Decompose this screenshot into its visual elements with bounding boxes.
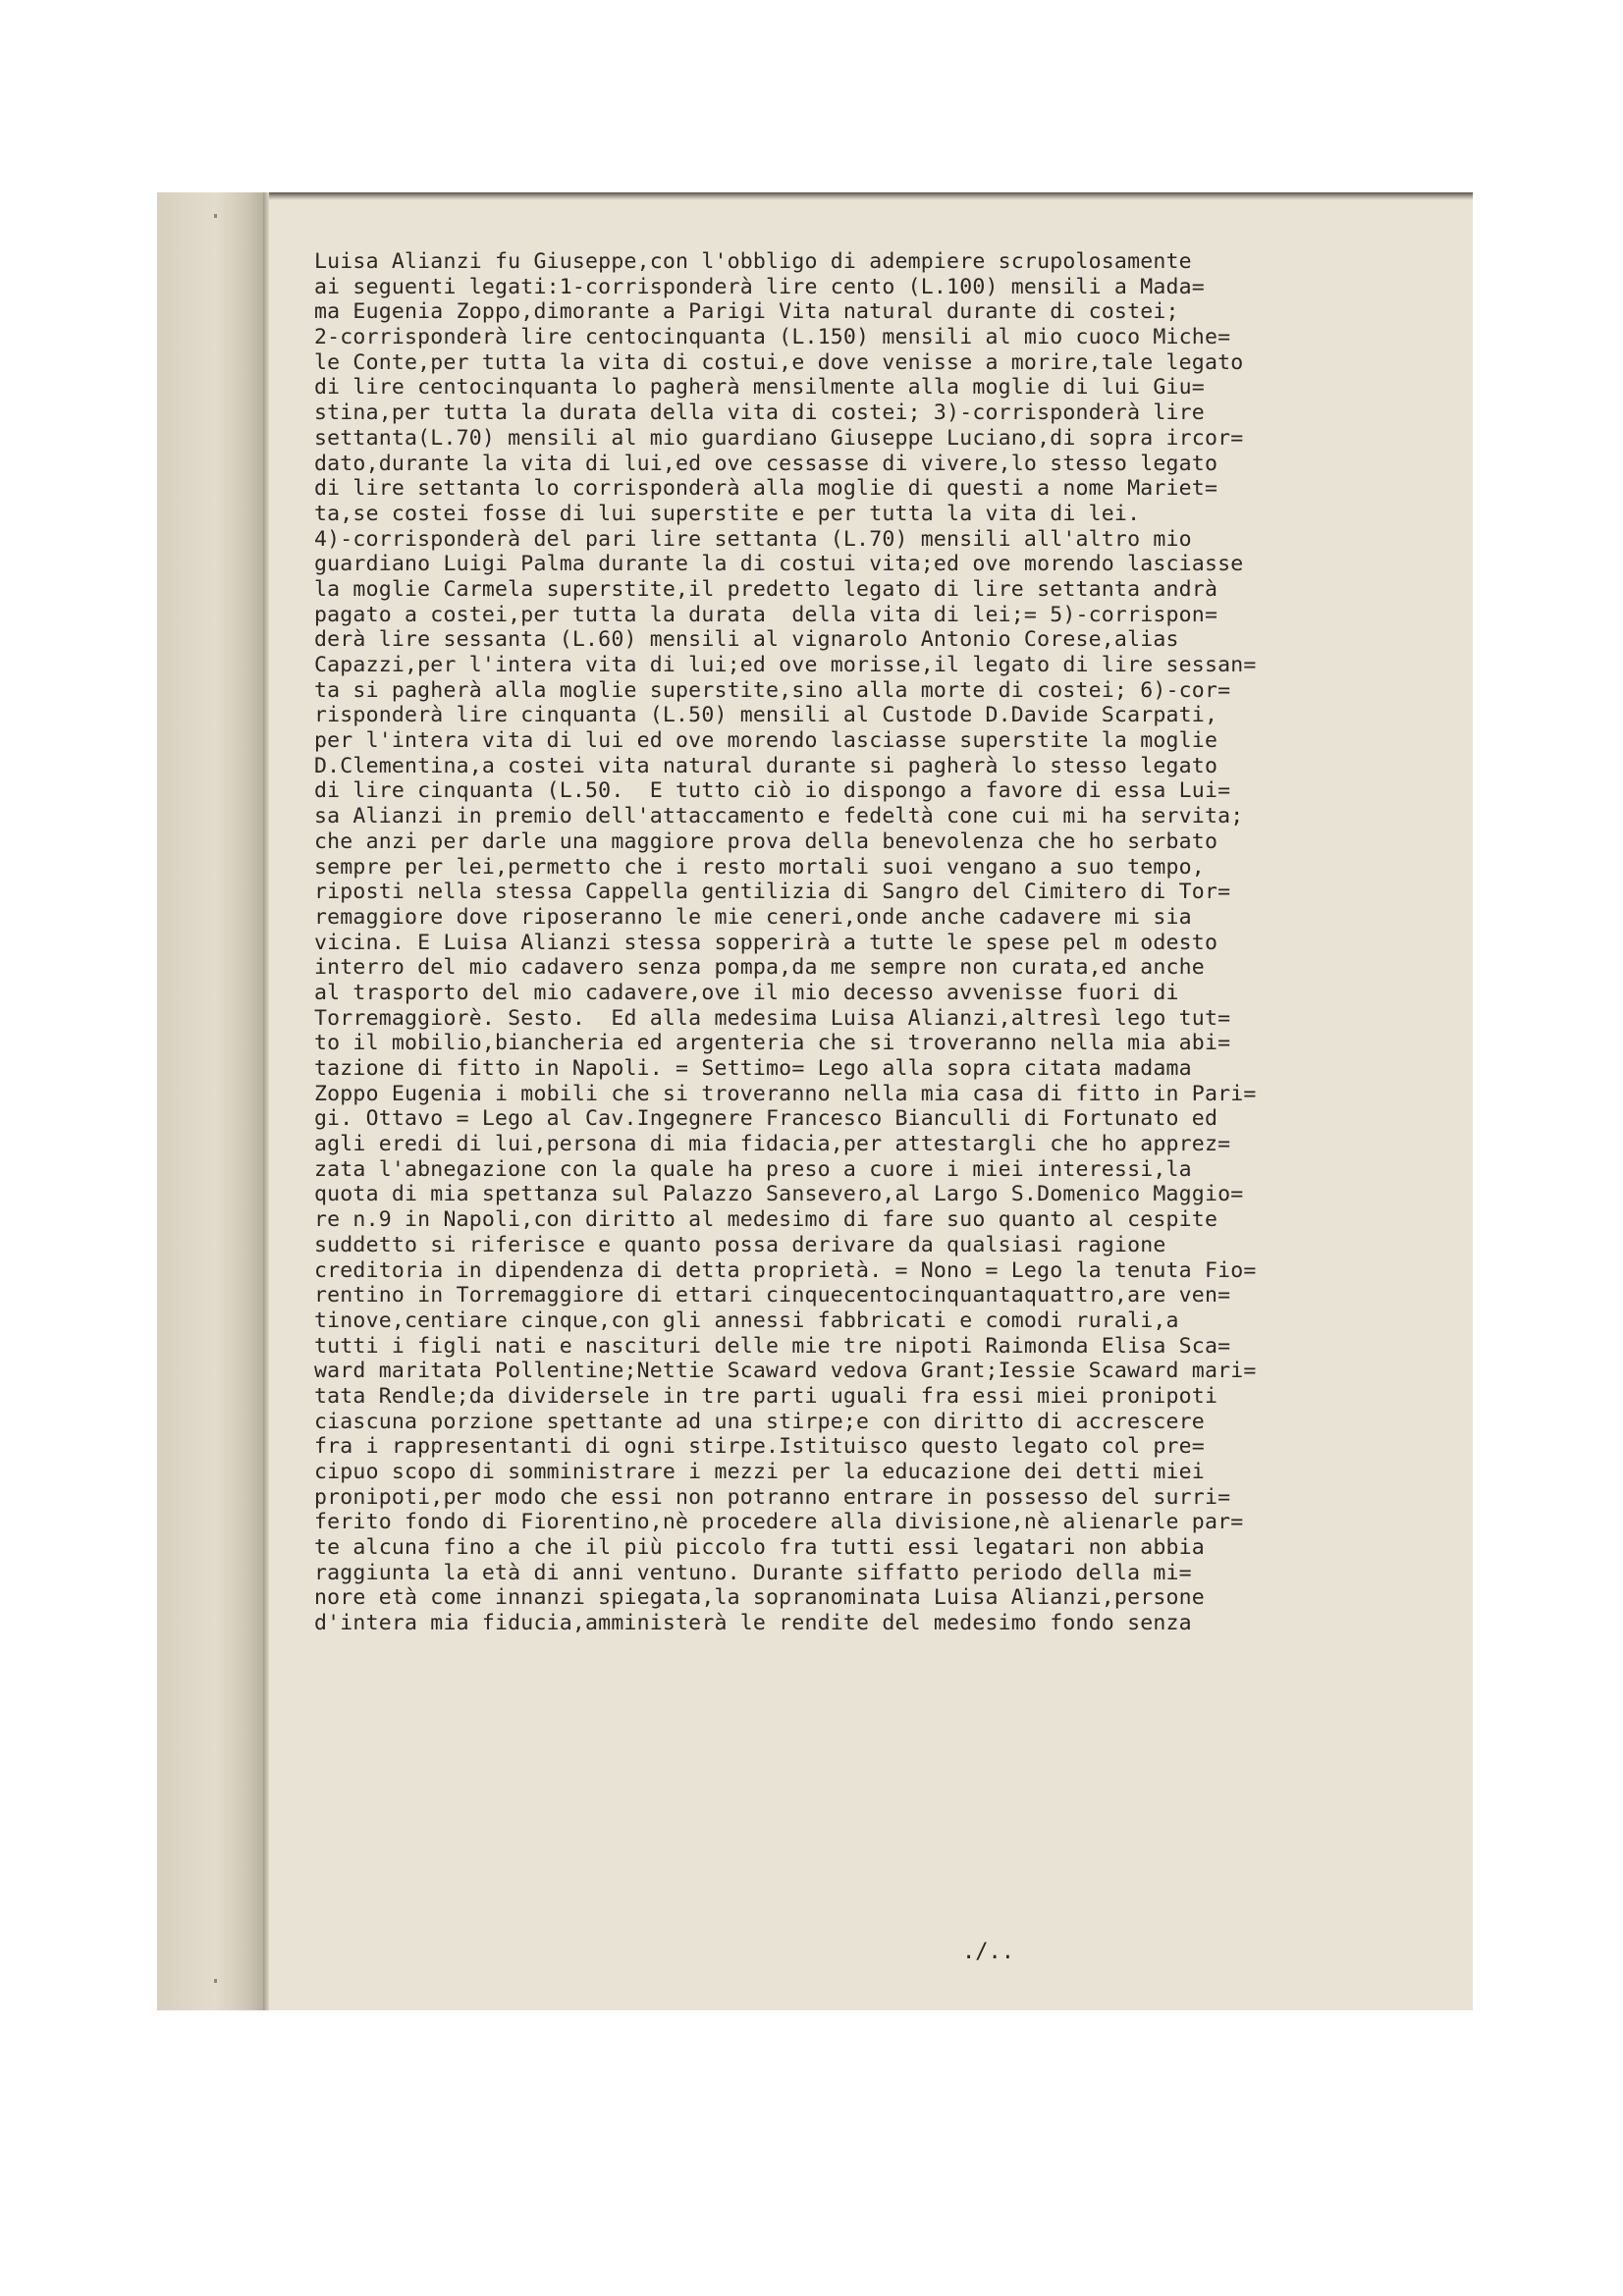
text-line: tazione di fitto in Napoli. = Settimo= Lego alla sopra citata madama <box>314 1056 1192 1081</box>
text-line: Capazzi,per l'intera vita di lui;ed ove morisse,il legato di lire sessan= <box>314 653 1257 677</box>
text-line: nore età come innanzi spiegata,la sopranominata Luisa Alianzi,persone <box>314 1585 1205 1611</box>
text-line: te alcuna fino a che il più piccolo fra tutti essi legatari non abbia <box>314 1535 1205 1561</box>
text-line: 4)-corrisponderà del pari lire settanta (L.70) mensili all'altro mio <box>314 526 1192 552</box>
text-line: derà lire sessanta (L.60) mensili al vignarolo Antonio Corese,alias <box>314 627 1179 653</box>
typewritten-text <box>314 249 1453 1636</box>
text-line: ward maritata Pollentine;Nettie Scaward vedova Grant;Iessie Scaward mari= <box>314 1359 1257 1384</box>
text-line: d'intera mia fiducia,amministerà le rendite del medesimo fondo senza <box>314 1611 1192 1636</box>
text-line: tinove,centiare cinque,con gli annessi fabbricati e comodi rurali,a <box>314 1308 1179 1333</box>
text-line: ma Eugenia Zoppo,dimorante a Parigi Vita natural durante di costei; <box>314 299 1179 325</box>
text-line: Torremaggiorè. Sesto. Ed alla medesima Luisa Alianzi,altresì lego tut= <box>314 1005 1231 1031</box>
text-line: fra i rappresentanti di ogni stirpe.Istituisco questo legato col pre= <box>314 1434 1205 1460</box>
text-line: sa Alianzi in premio dell'attaccamento e fedeltà cone cui mi ha servita; <box>314 804 1244 829</box>
text-line: vicina. E Luisa Alianzi stessa sopperirà a tutte le spese pel m odesto <box>314 930 1218 955</box>
text-line: la moglie Carmela superstite,il predetto legato di lire settanta andrà <box>314 576 1218 602</box>
text-line: to il mobilio,biancheria ed argenteria che si troveranno nella mia abi= <box>314 1031 1231 1056</box>
text-line: stina,per tutta la durata della vita di costei; 3)-corrisponderà lire <box>314 400 1205 426</box>
text-line: di lire centocinquanta lo pagherà mensilmente alla moglie di lui Giu= <box>314 375 1205 400</box>
binding-strip <box>157 192 263 2010</box>
text-line: al trasporto del mio cadavere,ove il mio decesso avvenisse fuori di <box>314 980 1179 1005</box>
text-line: suddetto si riferisce e quanto possa derivare da qualsiasi ragione <box>314 1232 1166 1257</box>
text-line: gi. Ottavo = Lego al Cav.Ingegnere Francesco Bianculli di Fortunato ed <box>314 1106 1218 1132</box>
text-line: zata l'abnegazione con la quale ha preso a cuore i miei interessi,la <box>314 1156 1192 1182</box>
text-line: creditoria in dipendenza di detta proprietà. = Nono = Lego la tenuta Fio= <box>314 1257 1257 1283</box>
text-line: interro del mio cadavero senza pompa,da me sempre non curata,ed anche <box>314 955 1205 981</box>
text-line: tutti i figli nati e nascituri delle mie tre nipoti Raimonda Elisa Sca= <box>314 1333 1231 1359</box>
scanned-page <box>157 192 1473 2010</box>
text-line: quota di mia spettanza sul Palazzo Sansevero,al Largo S.Domenico Maggio= <box>314 1182 1244 1207</box>
binding-mark <box>214 214 217 218</box>
text-line: ta si pagherà alla moglie superstite,sino alla morte di costei; 6)-cor= <box>314 677 1231 703</box>
text-line: guardiano Luigi Palma durante la di costui vita;ed ove morendo lasciasse <box>314 552 1244 577</box>
text-line: dato,durante la vita di lui,ed ove cessasse di vivere,lo stesso legato <box>314 451 1218 476</box>
text-line: rentino in Torremaggiore di ettari cinquecentocinquantaquattro,are ven= <box>314 1283 1231 1308</box>
text-line: tata Rendle;da dividersele in tre parti uguali fra essi miei pronipoti <box>314 1383 1218 1409</box>
text-line: per l'intera vita di lui ed ove morendo lasciasse superstite la moglie <box>314 728 1218 754</box>
text-line: pronipoti,per modo che essi non potranno entrare in possesso del surri= <box>314 1484 1231 1510</box>
text-line: di lire cinquanta (L.50. E tutto ciò io dispongo a favore di essa Lui= <box>314 778 1231 804</box>
text-line: le Conte,per tutta la vita di costui,e dove venisse a morire,tale legato <box>314 349 1244 375</box>
text-line: ciascuna porzione spettante ad una stirpe;e con diritto di accrescere <box>314 1409 1205 1434</box>
page-fold <box>263 192 269 2010</box>
text-line: di lire settanta lo corrisponderà alla moglie di questi a nome Mariet= <box>314 476 1218 502</box>
text-line: raggiunta la età di anni ventuno. Durante siffatto periodo della mi= <box>314 1560 1192 1585</box>
text-line: ta,se costei fosse di lui superstite e per tutta la vita di lei. <box>314 501 1141 526</box>
text-line: risponderà lire cinquanta (L.50) mensili al Custode D.Davide Scarpati, <box>314 703 1218 728</box>
text-line: Zoppo Eugenia i mobili che si troveranno nella mia casa di fitto in Pari= <box>314 1081 1257 1106</box>
text-line: riposti nella stessa Cappella gentilizia di Sangro del Cimitero di Tor= <box>314 880 1231 905</box>
continuation-mark: ./.. <box>962 1940 1014 1964</box>
text-line: che anzi per darle una maggiore prova della benevolenza che ho serbato <box>314 828 1218 854</box>
text-line: remaggiore dove riposeranno le mie ceneri,onde anche cadavere mi sia <box>314 904 1192 930</box>
text-line: D.Clementina,a costei vita natural durante si pagherà lo stesso legato <box>314 753 1218 778</box>
text-line: 2-corrisponderà lire centocinquanta (L.150) mensili al mio cuoco Miche= <box>314 325 1231 350</box>
text-line: sempre per lei,permetto che i resto mortali suoi vengano a suo tempo, <box>314 854 1205 880</box>
binding-mark <box>214 1979 217 1983</box>
text-line: ferito fondo di Fiorentino,nè procedere alla divisione,nè alienarle par= <box>314 1510 1244 1535</box>
text-line: Luisa Alianzi fu Giuseppe,con l'obbligo di adempiere scrupolosamente <box>314 249 1192 274</box>
text-line: re n.9 in Napoli,con diritto al medesimo di fare suo quanto al cespite <box>314 1207 1218 1233</box>
text-line: pagato a costei,per tutta la durata della vita di lei;= 5)-corrispon= <box>314 602 1218 627</box>
text-line: cipuo scopo di somministrare i mezzi per la educazione dei detti miei <box>314 1460 1205 1484</box>
scan-top-edge <box>157 192 1473 200</box>
text-line: settanta(L.70) mensili al mio guardiano Giuseppe Luciano,di sopra ircor= <box>314 425 1244 451</box>
text-line: ai seguenti legati:1-corrisponderà lire cento (L.100) mensili a Mada= <box>314 274 1205 299</box>
text-line: agli eredi di lui,persona di mia fidacia,per attestargli che ho apprez= <box>314 1132 1231 1157</box>
